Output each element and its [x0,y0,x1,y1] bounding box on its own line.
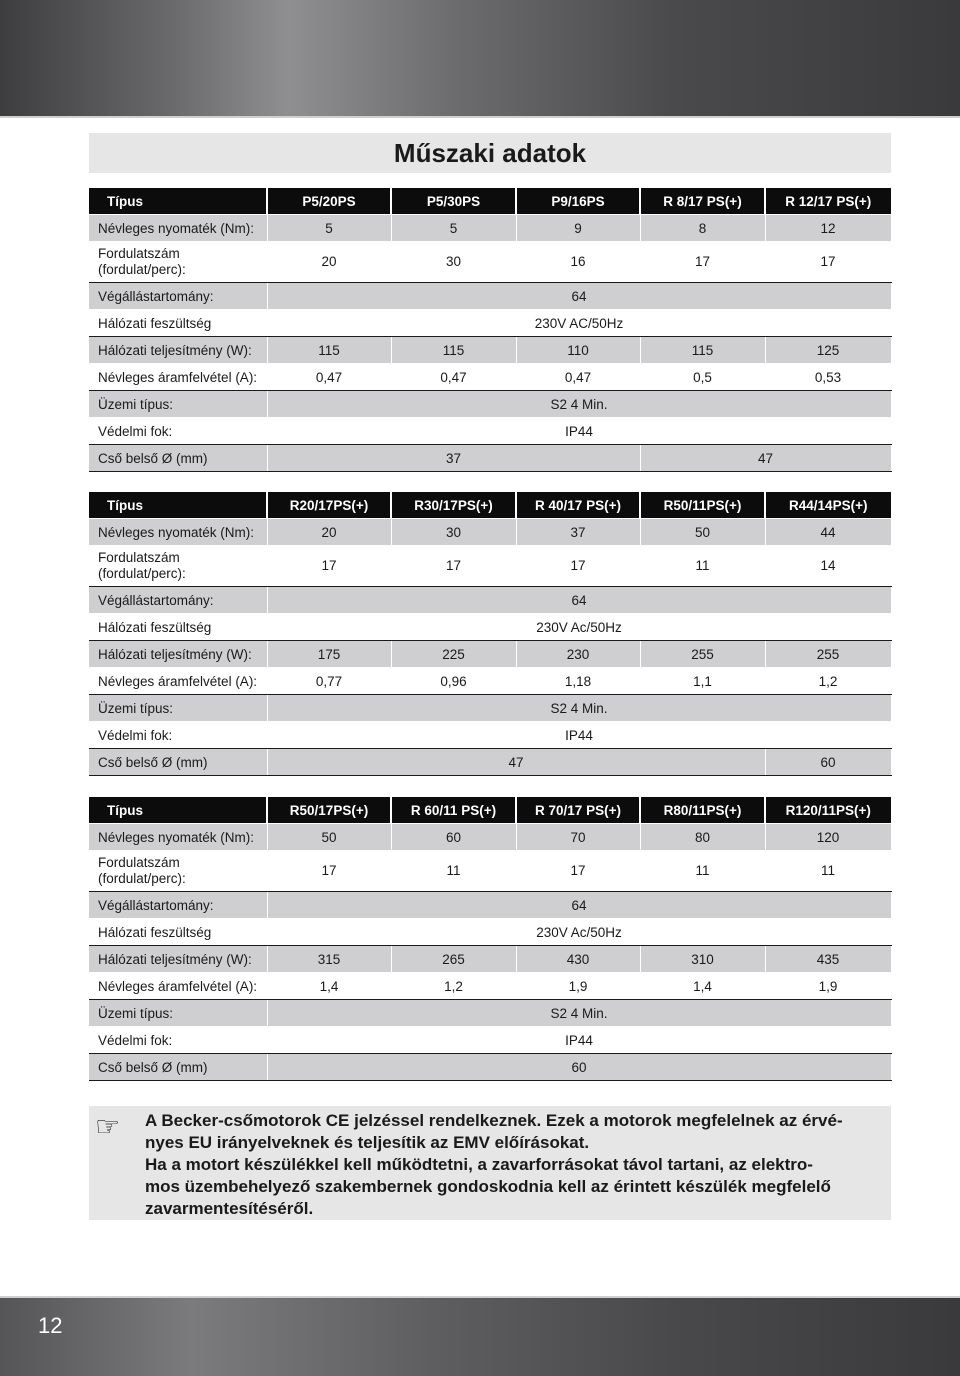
cell: 255 [765,641,891,668]
cell: 16 [516,242,640,283]
cell: 110 [516,337,640,364]
cell: 230V Ac/50Hz [267,614,891,641]
cell: 0,77 [267,668,391,695]
header-cell: R50/11PS(+) [640,492,765,519]
header-cell: R30/17PS(+) [391,492,516,519]
table-header-row [89,188,891,215]
note-line: nyes EU irányelveknek és teljesítik az EMV előírásokat. [145,1133,590,1152]
cell: 1,9 [516,973,640,1000]
row-label: Névleges áramfelvétel (A): [89,364,267,391]
row-label: Cső belső Ø (mm) [89,445,267,472]
row-label: Hálózati teljesítmény (W): [89,641,267,668]
cell: 435 [765,946,891,973]
cell: 44 [765,519,891,546]
speed-label-line1: Fordulatszám [98,246,180,261]
protection-row [89,418,891,445]
cell: 175 [267,641,391,668]
cell: 70 [516,824,640,851]
cell: 1,9 [765,973,891,1000]
cell: 17 [267,851,391,892]
mode-row [89,1000,891,1027]
power-row [89,641,891,668]
row-label [89,242,267,283]
header-cell: Típus [89,188,267,215]
row-label: Hálózati feszültség [89,919,267,946]
protection-row [89,722,891,749]
cell: 1,2 [391,973,516,1000]
cell: 11 [391,851,516,892]
cell: 80 [640,824,765,851]
speed-label-line2: (fordulat/perc): [98,871,186,886]
table-header-row [89,492,891,519]
footer-band [0,1296,960,1376]
cell: 255 [640,641,765,668]
cell: 315 [267,946,391,973]
cell: 47 [267,749,765,776]
cell: 17 [765,242,891,283]
ce-note-text [145,1110,885,1220]
cell: IP44 [267,722,891,749]
limit-row [89,892,891,919]
voltage-row [89,919,891,946]
cell: 30 [391,242,516,283]
cell: 265 [391,946,516,973]
cell: 0,47 [516,364,640,391]
header-cell: Típus [89,797,267,824]
row-label: Védelmi fok: [89,418,267,445]
speed-row [89,242,891,283]
cell: 37 [267,445,640,472]
row-label [89,851,267,892]
note-line: A Becker-csőmotorok CE jelzéssel rendelkeznek. Ezek a motorok megfelelnek az érvé- [145,1111,843,1130]
cell: 1,18 [516,668,640,695]
torque-row [89,519,891,546]
header-cell: R 60/11 PS(+) [391,797,516,824]
tube-row [89,1054,891,1081]
cell: 9 [516,215,640,242]
cell: 60 [391,824,516,851]
row-label: Üzemi típus: [89,1000,267,1027]
header-cell: R 40/17 PS(+) [516,492,640,519]
torque-row [89,215,891,242]
mode-row [89,391,891,418]
cell: 11 [640,851,765,892]
header-cell: P5/30PS [391,188,516,215]
title-bar [89,133,891,173]
speed-label-line2: (fordulat/perc): [98,262,186,277]
voltage-row [89,310,891,337]
spec-table-3 [89,796,892,1081]
cell: 5 [391,215,516,242]
speed-label-line1: Fordulatszám [98,855,180,870]
cell: S2 4 Min. [267,695,891,722]
cell: 60 [765,749,891,776]
row-label: Üzemi típus: [89,695,267,722]
header-band [0,0,960,118]
cell: 11 [765,851,891,892]
cell: 50 [267,824,391,851]
cell: 11 [640,546,765,587]
cell: 230V AC/50Hz [267,310,891,337]
row-label: Hálózati feszültség [89,310,267,337]
note-line: zavarmentesítéséről. [145,1199,314,1218]
cell: 1,2 [765,668,891,695]
cell: 1,1 [640,668,765,695]
power-row [89,946,891,973]
row-label: Végállástartomány: [89,283,267,310]
header-cell: R80/11PS(+) [640,797,765,824]
cell: 0,53 [765,364,891,391]
pointing-hand-icon: ☞ [95,1111,121,1142]
speed-label-line2: (fordulat/perc): [98,566,186,581]
page-number: 12 [38,1313,63,1338]
row-label: Névleges nyomaték (Nm): [89,215,267,242]
cell: 0,5 [640,364,765,391]
row-label: Hálózati teljesítmény (W): [89,337,267,364]
cell: 8 [640,215,765,242]
spec-table-2 [89,491,892,776]
cell: 115 [267,337,391,364]
speed-row [89,851,891,892]
cell: 0,47 [267,364,391,391]
cell: 230V Ac/50Hz [267,919,891,946]
row-label: Végállástartomány: [89,892,267,919]
torque-row [89,824,891,851]
header-cell: R50/17PS(+) [267,797,391,824]
cell: 17 [391,546,516,587]
cell: 17 [516,851,640,892]
cell: 230 [516,641,640,668]
cell: 115 [640,337,765,364]
note-line: Ha a motort készülékkel kell működtetni, a zavarforrásokat távol tartani, az elektro- [145,1155,813,1174]
header-cell: R120/11PS(+) [765,797,891,824]
row-label: Cső belső Ø (mm) [89,1054,267,1081]
current-row [89,973,891,1000]
cell: 37 [516,519,640,546]
tube-row [89,749,891,776]
cell: 120 [765,824,891,851]
header-cell: Típus [89,492,267,519]
cell: 64 [267,283,891,310]
cell: 1,4 [640,973,765,1000]
cell: 17 [516,546,640,587]
cell: 47 [640,445,891,472]
cell: 115 [391,337,516,364]
cell: 30 [391,519,516,546]
cell: 1,4 [267,973,391,1000]
row-label: Névleges áramfelvétel (A): [89,668,267,695]
cell: 64 [267,587,891,614]
power-row [89,337,891,364]
cell: 14 [765,546,891,587]
protection-row [89,1027,891,1054]
cell: 20 [267,519,391,546]
header-cell: P9/16PS [516,188,640,215]
cell: 20 [267,242,391,283]
cell: 50 [640,519,765,546]
row-label: Névleges nyomaték (Nm): [89,824,267,851]
cell: S2 4 Min. [267,1000,891,1027]
header-cell: R 70/17 PS(+) [516,797,640,824]
limit-row [89,587,891,614]
speed-label-line1: Fordulatszám [98,550,180,565]
tube-row [89,445,891,472]
header-cell: R44/14PS(+) [765,492,891,519]
cell: 60 [267,1054,891,1081]
row-label: Névleges nyomaték (Nm): [89,519,267,546]
ce-note-box [89,1106,891,1220]
note-line: mos üzembehelyező szakembernek gondoskodnia kell az érintett készülék megfelelő [145,1177,831,1196]
cell: 430 [516,946,640,973]
voltage-row [89,614,891,641]
cell: 17 [267,546,391,587]
mode-row [89,695,891,722]
header-cell: R 12/17 PS(+) [765,188,891,215]
current-row [89,668,891,695]
cell: 225 [391,641,516,668]
cell: 310 [640,946,765,973]
cell: 5 [267,215,391,242]
cell: IP44 [267,418,891,445]
cell: 125 [765,337,891,364]
row-label: Cső belső Ø (mm) [89,749,267,776]
speed-row [89,546,891,587]
spec-table-1 [89,187,892,472]
header-cell: R20/17PS(+) [267,492,391,519]
row-label: Védelmi fok: [89,1027,267,1054]
current-row [89,364,891,391]
row-label: Hálózati teljesítmény (W): [89,946,267,973]
cell: IP44 [267,1027,891,1054]
row-label: Hálózati feszültség [89,614,267,641]
cell: 17 [640,242,765,283]
row-label: Végállástartomány: [89,587,267,614]
cell: S2 4 Min. [267,391,891,418]
limit-row [89,283,891,310]
row-label: Üzemi típus: [89,391,267,418]
cell: 0,96 [391,668,516,695]
cell: 12 [765,215,891,242]
page-title: Műszaki adatok [393,137,587,168]
header-cell: R 8/17 PS(+) [640,188,765,215]
cell: 0,47 [391,364,516,391]
table-header-row [89,797,891,824]
header-cell: P5/20PS [267,188,391,215]
cell: 64 [267,892,891,919]
row-label: Névleges áramfelvétel (A): [89,973,267,1000]
row-label: Védelmi fok: [89,722,267,749]
row-label [89,546,267,587]
